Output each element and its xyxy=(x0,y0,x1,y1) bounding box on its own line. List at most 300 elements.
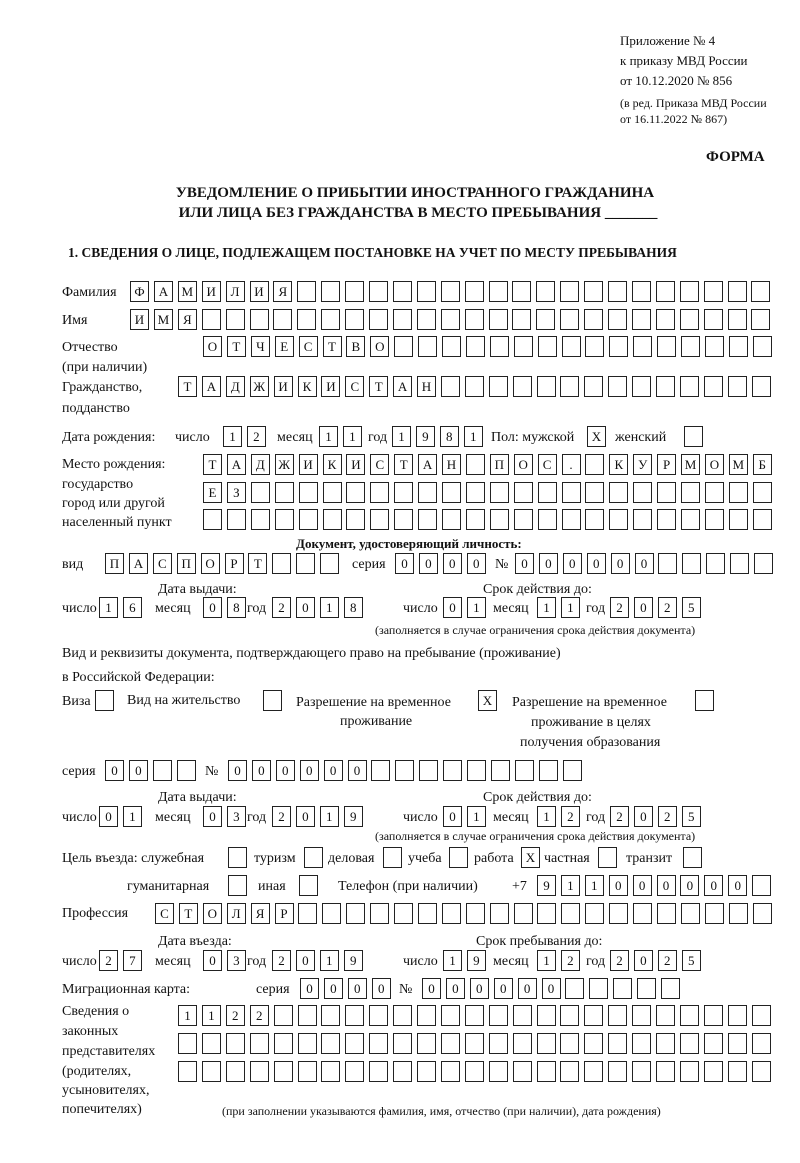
form-cell[interactable] xyxy=(442,509,461,530)
form-cell[interactable] xyxy=(513,1005,532,1026)
form-cell[interactable]: И xyxy=(274,376,293,397)
form-cell[interactable] xyxy=(632,1005,651,1026)
form-cell[interactable] xyxy=(729,336,748,357)
form-cell[interactable] xyxy=(465,1033,484,1054)
form-cell[interactable]: 2 xyxy=(658,806,677,827)
form-cell[interactable] xyxy=(489,309,508,330)
form-cell[interactable] xyxy=(298,1005,317,1026)
form-cell[interactable]: И xyxy=(202,281,221,302)
form-cell[interactable]: 0 xyxy=(657,875,676,896)
form-cell[interactable] xyxy=(656,376,675,397)
form-cell[interactable]: 0 xyxy=(680,875,699,896)
form-cell[interactable]: 9 xyxy=(344,806,363,827)
form-cell[interactable] xyxy=(562,509,581,530)
form-cell[interactable]: Т xyxy=(323,336,342,357)
form-cell[interactable]: 0 xyxy=(300,760,319,781)
form-cell[interactable] xyxy=(226,1061,245,1082)
form-cell[interactable]: 3 xyxy=(227,806,246,827)
form-cell[interactable] xyxy=(275,482,294,503)
form-cell[interactable]: 0 xyxy=(419,553,438,574)
form-cell[interactable] xyxy=(656,309,675,330)
form-cell[interactable]: 2 xyxy=(247,426,266,447)
form-cell[interactable] xyxy=(537,1061,556,1082)
form-cell[interactable] xyxy=(273,309,292,330)
form-cell[interactable] xyxy=(251,482,270,503)
form-cell[interactable] xyxy=(299,875,318,896)
form-cell[interactable]: С xyxy=(153,553,172,574)
form-cell[interactable]: 0 xyxy=(634,806,653,827)
form-cell[interactable]: С xyxy=(155,903,174,924)
form-cell[interactable] xyxy=(490,509,509,530)
form-cell[interactable] xyxy=(584,1061,603,1082)
form-cell[interactable] xyxy=(489,1033,508,1054)
form-cell[interactable] xyxy=(537,903,556,924)
form-cell[interactable]: 0 xyxy=(422,978,441,999)
form-cell[interactable] xyxy=(393,281,412,302)
form-cell[interactable] xyxy=(298,1033,317,1054)
form-cell[interactable] xyxy=(371,760,390,781)
form-cell[interactable] xyxy=(730,553,749,574)
form-cell[interactable] xyxy=(728,376,747,397)
form-cell[interactable] xyxy=(753,903,772,924)
form-cell[interactable] xyxy=(560,281,579,302)
form-cell[interactable] xyxy=(589,978,608,999)
form-cell[interactable] xyxy=(345,1061,364,1082)
form-cell[interactable] xyxy=(753,336,772,357)
form-cell[interactable]: И xyxy=(250,281,269,302)
form-cell[interactable]: Р xyxy=(275,903,294,924)
form-cell[interactable] xyxy=(321,309,340,330)
form-cell[interactable]: 2 xyxy=(610,806,629,827)
form-cell[interactable] xyxy=(680,1033,699,1054)
form-cell[interactable] xyxy=(513,1033,532,1054)
form-cell[interactable] xyxy=(560,376,579,397)
form-cell[interactable] xyxy=(728,1061,747,1082)
form-cell[interactable]: 1 xyxy=(561,875,580,896)
form-cell[interactable] xyxy=(320,553,339,574)
form-cell[interactable] xyxy=(369,1005,388,1026)
form-cell[interactable]: 0 xyxy=(443,553,462,574)
form-cell[interactable] xyxy=(491,760,510,781)
form-cell[interactable]: 0 xyxy=(348,760,367,781)
form-cell[interactable]: С xyxy=(345,376,364,397)
form-cell[interactable] xyxy=(539,760,558,781)
form-cell[interactable] xyxy=(608,309,627,330)
form-cell[interactable] xyxy=(298,1061,317,1082)
form-cell[interactable]: И xyxy=(130,309,149,330)
form-cell[interactable] xyxy=(418,482,437,503)
form-cell[interactable] xyxy=(657,336,676,357)
form-cell[interactable] xyxy=(585,454,604,475)
form-cell[interactable]: X xyxy=(587,426,606,447)
form-cell[interactable] xyxy=(514,509,533,530)
form-cell[interactable] xyxy=(704,281,723,302)
form-cell[interactable] xyxy=(514,482,533,503)
form-cell[interactable] xyxy=(584,281,603,302)
form-cell[interactable] xyxy=(728,309,747,330)
form-cell[interactable]: 1 xyxy=(178,1005,197,1026)
form-cell[interactable] xyxy=(585,903,604,924)
form-cell[interactable] xyxy=(346,509,365,530)
form-cell[interactable] xyxy=(466,454,485,475)
form-cell[interactable]: 1 xyxy=(99,597,118,618)
form-cell[interactable] xyxy=(345,281,364,302)
form-cell[interactable]: А xyxy=(154,281,173,302)
form-cell[interactable] xyxy=(656,1033,675,1054)
form-cell[interactable]: Д xyxy=(226,376,245,397)
form-cell[interactable] xyxy=(729,482,748,503)
form-cell[interactable] xyxy=(513,1061,532,1082)
form-cell[interactable] xyxy=(657,482,676,503)
form-cell[interactable]: 1 xyxy=(537,597,556,618)
form-cell[interactable] xyxy=(695,690,714,711)
form-cell[interactable] xyxy=(633,482,652,503)
form-cell[interactable] xyxy=(489,376,508,397)
form-cell[interactable]: 2 xyxy=(99,950,118,971)
form-cell[interactable] xyxy=(417,309,436,330)
form-cell[interactable]: 0 xyxy=(446,978,465,999)
form-cell[interactable]: Я xyxy=(178,309,197,330)
form-cell[interactable]: 0 xyxy=(395,553,414,574)
form-cell[interactable] xyxy=(613,978,632,999)
form-cell[interactable]: Я xyxy=(251,903,270,924)
form-cell[interactable] xyxy=(393,1033,412,1054)
form-cell[interactable] xyxy=(441,281,460,302)
form-cell[interactable] xyxy=(584,1005,603,1026)
form-cell[interactable] xyxy=(584,1033,603,1054)
form-cell[interactable]: Ж xyxy=(275,454,294,475)
form-cell[interactable] xyxy=(345,1033,364,1054)
form-cell[interactable]: Е xyxy=(203,482,222,503)
form-cell[interactable]: 0 xyxy=(515,553,534,574)
form-cell[interactable]: 0 xyxy=(324,760,343,781)
form-cell[interactable] xyxy=(752,1005,771,1026)
form-cell[interactable] xyxy=(538,509,557,530)
form-cell[interactable] xyxy=(490,336,509,357)
form-cell[interactable] xyxy=(370,903,389,924)
form-cell[interactable]: А xyxy=(129,553,148,574)
form-cell[interactable] xyxy=(657,509,676,530)
form-cell[interactable] xyxy=(609,336,628,357)
form-cell[interactable]: Т xyxy=(369,376,388,397)
form-cell[interactable] xyxy=(753,482,772,503)
form-cell[interactable] xyxy=(683,847,702,868)
form-cell[interactable] xyxy=(228,875,247,896)
form-cell[interactable] xyxy=(489,1005,508,1026)
form-cell[interactable]: 5 xyxy=(682,950,701,971)
form-cell[interactable]: Я xyxy=(273,281,292,302)
form-cell[interactable]: 0 xyxy=(443,597,462,618)
form-cell[interactable] xyxy=(705,903,724,924)
form-cell[interactable] xyxy=(538,482,557,503)
form-cell[interactable]: 7 xyxy=(123,950,142,971)
form-cell[interactable] xyxy=(417,281,436,302)
form-cell[interactable]: 2 xyxy=(272,806,291,827)
form-cell[interactable] xyxy=(754,553,773,574)
form-cell[interactable] xyxy=(512,281,531,302)
form-cell[interactable]: 0 xyxy=(252,760,271,781)
form-cell[interactable] xyxy=(442,482,461,503)
form-cell[interactable] xyxy=(752,875,771,896)
form-cell[interactable] xyxy=(680,1005,699,1026)
form-cell[interactable]: 0 xyxy=(105,760,124,781)
form-cell[interactable]: 0 xyxy=(300,978,319,999)
form-cell[interactable] xyxy=(656,1005,675,1026)
form-cell[interactable]: М xyxy=(178,281,197,302)
form-cell[interactable] xyxy=(609,482,628,503)
form-cell[interactable] xyxy=(417,1033,436,1054)
form-cell[interactable] xyxy=(297,309,316,330)
form-cell[interactable] xyxy=(753,509,772,530)
form-cell[interactable]: Л xyxy=(227,903,246,924)
form-cell[interactable] xyxy=(490,903,509,924)
form-cell[interactable] xyxy=(227,509,246,530)
form-cell[interactable]: 2 xyxy=(272,950,291,971)
form-cell[interactable] xyxy=(346,903,365,924)
form-cell[interactable]: 0 xyxy=(611,553,630,574)
form-cell[interactable] xyxy=(704,376,723,397)
form-cell[interactable]: 0 xyxy=(609,875,628,896)
form-cell[interactable] xyxy=(153,760,172,781)
form-cell[interactable]: К xyxy=(609,454,628,475)
form-cell[interactable]: Р xyxy=(225,553,244,574)
form-cell[interactable]: Н xyxy=(442,454,461,475)
form-cell[interactable]: 1 xyxy=(223,426,242,447)
form-cell[interactable]: 0 xyxy=(634,597,653,618)
form-cell[interactable] xyxy=(272,553,291,574)
form-cell[interactable]: 2 xyxy=(610,950,629,971)
form-cell[interactable] xyxy=(251,509,270,530)
form-cell[interactable]: 1 xyxy=(123,806,142,827)
form-cell[interactable] xyxy=(609,903,628,924)
form-cell[interactable]: 0 xyxy=(539,553,558,574)
form-cell[interactable]: Д xyxy=(251,454,270,475)
form-cell[interactable]: И xyxy=(346,454,365,475)
form-cell[interactable]: С xyxy=(299,336,318,357)
form-cell[interactable] xyxy=(393,309,412,330)
form-cell[interactable] xyxy=(538,336,557,357)
form-cell[interactable] xyxy=(705,482,724,503)
form-cell[interactable] xyxy=(704,1033,723,1054)
form-cell[interactable] xyxy=(323,509,342,530)
form-cell[interactable] xyxy=(490,482,509,503)
form-cell[interactable]: 2 xyxy=(658,597,677,618)
form-cell[interactable]: 0 xyxy=(634,950,653,971)
form-cell[interactable] xyxy=(633,336,652,357)
form-cell[interactable] xyxy=(228,847,247,868)
form-cell[interactable] xyxy=(418,336,437,357)
form-cell[interactable] xyxy=(584,376,603,397)
form-cell[interactable] xyxy=(563,760,582,781)
form-cell[interactable]: 0 xyxy=(99,806,118,827)
form-cell[interactable] xyxy=(537,1033,556,1054)
form-cell[interactable]: 1 xyxy=(392,426,411,447)
form-cell[interactable] xyxy=(560,1033,579,1054)
form-cell[interactable]: Н xyxy=(417,376,436,397)
form-cell[interactable]: 2 xyxy=(658,950,677,971)
form-cell[interactable] xyxy=(250,1061,269,1082)
form-cell[interactable] xyxy=(393,1005,412,1026)
form-cell[interactable] xyxy=(681,509,700,530)
form-cell[interactable] xyxy=(704,1005,723,1026)
form-cell[interactable] xyxy=(632,376,651,397)
form-cell[interactable] xyxy=(441,1005,460,1026)
form-cell[interactable] xyxy=(465,1005,484,1026)
form-cell[interactable] xyxy=(632,309,651,330)
form-cell[interactable] xyxy=(704,1061,723,1082)
form-cell[interactable]: . xyxy=(562,454,581,475)
form-cell[interactable] xyxy=(728,281,747,302)
form-cell[interactable]: 1 xyxy=(319,426,338,447)
form-cell[interactable]: П xyxy=(490,454,509,475)
form-cell[interactable] xyxy=(637,978,656,999)
form-cell[interactable]: 8 xyxy=(344,597,363,618)
form-cell[interactable]: 0 xyxy=(542,978,561,999)
form-cell[interactable]: Т xyxy=(248,553,267,574)
form-cell[interactable]: 0 xyxy=(203,950,222,971)
form-cell[interactable] xyxy=(465,1061,484,1082)
form-cell[interactable]: 1 xyxy=(585,875,604,896)
form-cell[interactable] xyxy=(297,281,316,302)
form-cell[interactable]: О xyxy=(370,336,389,357)
form-cell[interactable] xyxy=(299,482,318,503)
form-cell[interactable]: А xyxy=(227,454,246,475)
form-cell[interactable] xyxy=(250,1033,269,1054)
form-cell[interactable]: 9 xyxy=(467,950,486,971)
form-cell[interactable]: X xyxy=(478,690,497,711)
form-cell[interactable]: 0 xyxy=(203,597,222,618)
form-cell[interactable] xyxy=(393,1061,412,1082)
form-cell[interactable]: 1 xyxy=(467,806,486,827)
form-cell[interactable]: О xyxy=(705,454,724,475)
form-cell[interactable]: Е xyxy=(275,336,294,357)
form-cell[interactable] xyxy=(202,1033,221,1054)
form-cell[interactable] xyxy=(345,1005,364,1026)
form-cell[interactable] xyxy=(704,309,723,330)
form-cell[interactable] xyxy=(609,509,628,530)
form-cell[interactable] xyxy=(537,1005,556,1026)
form-cell[interactable]: П xyxy=(105,553,124,574)
form-cell[interactable]: Б xyxy=(753,454,772,475)
form-cell[interactable] xyxy=(560,1005,579,1026)
form-cell[interactable] xyxy=(633,903,652,924)
form-cell[interactable]: 1 xyxy=(443,950,462,971)
form-cell[interactable]: Т xyxy=(179,903,198,924)
form-cell[interactable] xyxy=(466,482,485,503)
form-cell[interactable]: 6 xyxy=(123,597,142,618)
form-cell[interactable] xyxy=(632,1061,651,1082)
form-cell[interactable] xyxy=(274,1033,293,1054)
form-cell[interactable]: 1 xyxy=(202,1005,221,1026)
form-cell[interactable]: 0 xyxy=(633,875,652,896)
form-cell[interactable]: 1 xyxy=(467,597,486,618)
form-cell[interactable]: 0 xyxy=(587,553,606,574)
form-cell[interactable] xyxy=(370,482,389,503)
form-cell[interactable]: У xyxy=(633,454,652,475)
form-cell[interactable]: Ж xyxy=(250,376,269,397)
form-cell[interactable]: Т xyxy=(203,454,222,475)
form-cell[interactable]: 5 xyxy=(682,597,701,618)
form-cell[interactable] xyxy=(441,1033,460,1054)
form-cell[interactable]: 1 xyxy=(343,426,362,447)
form-cell[interactable]: 2 xyxy=(561,950,580,971)
form-cell[interactable] xyxy=(466,336,485,357)
form-cell[interactable] xyxy=(489,281,508,302)
form-cell[interactable]: М xyxy=(729,454,748,475)
form-cell[interactable]: 2 xyxy=(610,597,629,618)
form-cell[interactable]: 1 xyxy=(537,950,556,971)
form-cell[interactable] xyxy=(536,309,555,330)
form-cell[interactable]: 1 xyxy=(537,806,556,827)
form-cell[interactable]: 0 xyxy=(728,875,747,896)
form-cell[interactable] xyxy=(394,903,413,924)
form-cell[interactable] xyxy=(178,1033,197,1054)
form-cell[interactable]: 0 xyxy=(129,760,148,781)
form-cell[interactable]: 2 xyxy=(226,1005,245,1026)
form-cell[interactable]: О xyxy=(203,336,222,357)
form-cell[interactable]: X xyxy=(521,847,540,868)
form-cell[interactable] xyxy=(369,309,388,330)
form-cell[interactable] xyxy=(449,847,468,868)
form-cell[interactable] xyxy=(562,336,581,357)
form-cell[interactable] xyxy=(514,336,533,357)
form-cell[interactable] xyxy=(751,309,770,330)
form-cell[interactable] xyxy=(633,509,652,530)
form-cell[interactable] xyxy=(729,509,748,530)
form-cell[interactable] xyxy=(680,1061,699,1082)
form-cell[interactable] xyxy=(728,1005,747,1026)
form-cell[interactable]: 3 xyxy=(227,950,246,971)
form-cell[interactable]: В xyxy=(346,336,365,357)
form-cell[interactable] xyxy=(656,281,675,302)
form-cell[interactable] xyxy=(418,509,437,530)
form-cell[interactable]: Л xyxy=(226,281,245,302)
form-cell[interactable] xyxy=(632,281,651,302)
form-cell[interactable]: 1 xyxy=(320,950,339,971)
form-cell[interactable] xyxy=(275,509,294,530)
form-cell[interactable]: 1 xyxy=(320,597,339,618)
form-cell[interactable] xyxy=(584,309,603,330)
form-cell[interactable] xyxy=(178,1061,197,1082)
form-cell[interactable] xyxy=(681,482,700,503)
form-cell[interactable] xyxy=(441,1061,460,1082)
form-cell[interactable] xyxy=(751,281,770,302)
form-cell[interactable] xyxy=(442,336,461,357)
form-cell[interactable] xyxy=(752,376,771,397)
form-cell[interactable]: 0 xyxy=(228,760,247,781)
form-cell[interactable] xyxy=(513,376,532,397)
form-cell[interactable] xyxy=(561,903,580,924)
form-cell[interactable]: Р xyxy=(657,454,676,475)
form-cell[interactable] xyxy=(321,1005,340,1026)
form-cell[interactable] xyxy=(298,903,317,924)
form-cell[interactable] xyxy=(345,309,364,330)
form-cell[interactable] xyxy=(250,309,269,330)
form-cell[interactable] xyxy=(226,309,245,330)
form-cell[interactable] xyxy=(394,482,413,503)
form-cell[interactable] xyxy=(322,903,341,924)
form-cell[interactable] xyxy=(657,903,676,924)
form-cell[interactable]: 8 xyxy=(440,426,459,447)
form-cell[interactable]: М xyxy=(681,454,700,475)
form-cell[interactable]: 0 xyxy=(348,978,367,999)
form-cell[interactable] xyxy=(442,903,461,924)
form-cell[interactable]: 1 xyxy=(464,426,483,447)
form-cell[interactable] xyxy=(95,690,114,711)
form-cell[interactable]: Т xyxy=(394,454,413,475)
form-cell[interactable] xyxy=(466,509,485,530)
form-cell[interactable]: 9 xyxy=(537,875,556,896)
